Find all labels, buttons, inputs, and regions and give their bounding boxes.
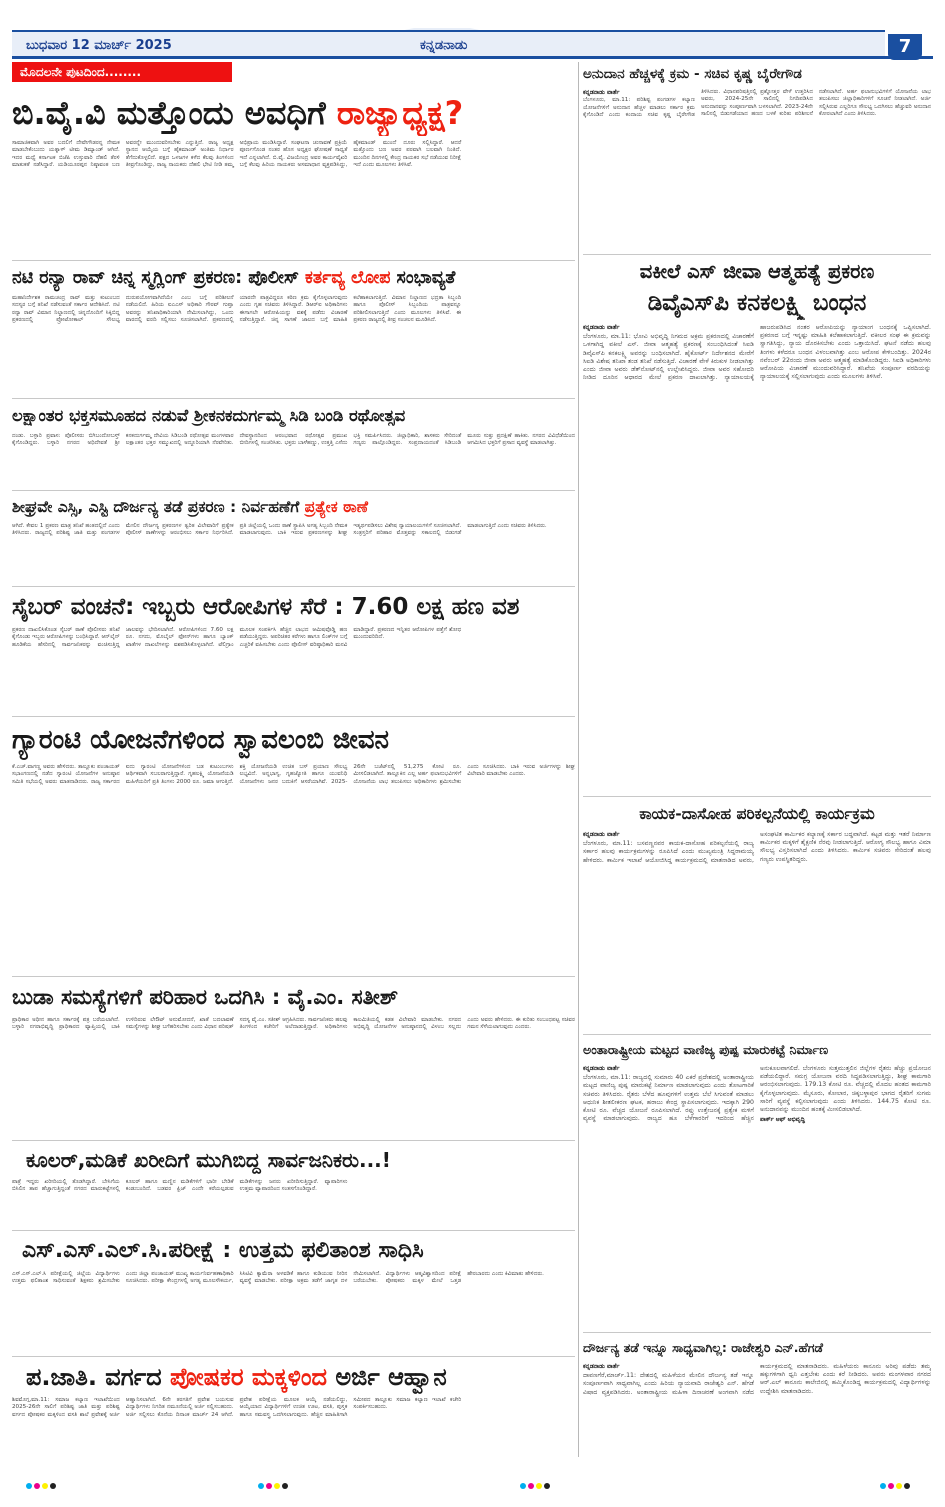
scst-story <box>12 494 575 584</box>
ranya-headline-end: ಸಂಭಾವ್ಯತೆ <box>396 268 456 288</box>
daurjanya-body <box>583 1363 931 1455</box>
buda-body: ಪ್ರಾಧಿಕಾರ ಅಧೀನ ಹಾಗೂ ಸರ್ಕಾರಕ್ಕೆ ಪತ್ರ ಬರೆಯಲಾಗಿದೆ. ಬಳ್ಳಾರಿ ನಗರಾಭಿವೃದ್ಧಿ ಪ್ರಾಧಿಕಾರದ ವ್ಯಾಪ್ತಿಯಲ್ಲಿ ಬಾಕಿ ಉಳಿದಿರುವ ಲೇಔಟ್ ಅನುಮೋದನೆ, ಖಾತೆ ಬದಲಾವಣೆ ಸಮಸ್ಯೆಗಳನ್ನು ಶೀಘ್ರ ಬಗೆಹರಿಸಬೇಕು ಎಂದು ವಿಧಾನ ಪರಿಷತ್ ಸದಸ್ಯ ವೈ.ಎಂ. ಸತೀಶ್ ಆಗ್ರಹಿಸಿದರು. ಸಾರ್ವಜನಿಕರು ಹಲವು ತಿಂಗಳಿಂದ ಕಚೇರಿಗೆ ಅಲೆದಾಡುತ್ತಿದ್ದಾರೆ. ಅಧಿಕಾರಿಗಳು ಕಾಲಮಿತಿಯಲ್ಲಿ ಕಡತ ವಿಲೇವಾರಿ ಮಾಡಬೇಕು. ನಗರದ ಅಭಿವೃದ್ಧಿ ಯೋಜನೆಗಳ ಅನುಷ್ಠಾನದಲ್ಲಿ ವಿಳಂಬ ಸಲ್ಲದು ಎಂದು ಅವರು ಹೇಳಿದರು. ಈ ಕುರಿತು ಸಂಬಂಧಪಟ್ಟ ಸಚಿವರ ಗಮನ ಸೆಳೆಯಲಾಗುವುದು ಎಂದರು. <box>12 1017 575 1031</box>
cyan-dot <box>520 1483 526 1489</box>
daurjanya-byline: ಕನ್ನಡನಾಡು ವಾರ್ತೆ <box>583 1363 620 1370</box>
scst-body: ಆಗಿದೆ. ಕೇವಲ 1 ಪ್ರಕರಣ ಮಾತ್ರ ತನಿಖೆ ಹಂತದಲ್ಲಿದೆ ಎಂದು ತಿಳಿಸಿದರು. ರಾಜ್ಯದಲ್ಲಿ ಪರಿಶಿಷ್ಟ ಜಾತಿ ಮತ್ತು ಪಂಗಡಗಳ ಮೇಲಿನ ದೌರ್ಜನ್ಯ ಪ್ರಕರಣಗಳ ತ್ವರಿತ ವಿಲೇವಾರಿಗೆ ಪ್ರತ್ಯೇಕ ಪೊಲೀಸ್ ಠಾಣೆಗಳನ್ನು ಆರಂಭಿಸಲು ಸರ್ಕಾರ ನಿರ್ಧರಿಸಿದೆ. ಪ್ರತಿ ಜಿಲ್ಲೆಯಲ್ಲಿ ಒಂದು ಠಾಣೆ ಸ್ಥಾಪಿಸಿ ಅಗತ್ಯ ಸಿಬ್ಬಂದಿ ನೇಮಕ ಮಾಡಲಾಗುವುದು. ಬಾಕಿ ಇರುವ ಪ್ರಕರಣಗಳನ್ನು ಶೀಘ್ರ ಇತ್ಯರ್ಥಪಡಿಸಲು ವಿಶೇಷ ನ್ಯಾಯಾಲಯಗಳಿಗೆ ಸೂಚಿಸಲಾಗಿದೆ. ಸಂತ್ರಸ್ತರಿಗೆ ಪರಿಹಾರ ಮೊತ್ತವನ್ನು ಸಕಾಲದಲ್ಲಿ ಬಿಡುಗಡೆ ಮಾಡಲಾಗುತ್ತಿದೆ ಎಂದು ಸಚಿವರು ತಿಳಿಸಿದರು. <box>12 523 547 537</box>
lead-headline-highlight: ರಾಜ್ಯಾಧ್ಯಕ್ಷ? <box>336 94 464 132</box>
lead-headline-main: ಬಿ.ವೈ.ವಿ ಮತ್ತೊಂದು ಅವಧಿಗೆ <box>12 94 326 132</box>
column-divider <box>578 62 579 1457</box>
scholarship-body: ಶಿವಮೊಗ್ಗ,ಮಾ.11: ಸಮಾಜ ಕಲ್ಯಾಣ ಇಲಾಖೆಯಿಂದ 2025-26ನೇ ಸಾಲಿಗೆ ಪರಿಶಿಷ್ಟ ಜಾತಿ ಮತ್ತು ಪರಿಶಿಷ್ಟ ವರ್ಗದ ಪೋಷಕರ ಮಕ್ಕಳಿಂದ ವಸತಿ ಶಾಲೆ ಪ್ರವೇಶಕ್ಕೆ ಅರ್ಜಿ ಆಹ್ವಾನಿಸಲಾಗಿದೆ. 6ನೇ ತರಗತಿಗೆ ಪ್ರವೇಶ ಬಯಸುವ ವಿದ್ಯಾರ್ಥಿಗಳು ನಿಗದಿತ ನಮೂನೆಯಲ್ಲಿ ಅರ್ಜಿ ಸಲ್ಲಿಸಬಹುದು. ಅರ್ಜಿ ಸಲ್ಲಿಸಲು ಕೊನೆಯ ದಿನಾಂಕ ಮಾರ್ಚ್ 24 ಆಗಿದೆ. ಪ್ರವೇಶ ಪರೀಕ್ಷೆಯ ಮೂಲಕ ಆಯ್ಕೆ ನಡೆಯಲಿದ್ದು, ಆಯ್ಕೆಯಾದ ವಿದ್ಯಾರ್ಥಿಗಳಿಗೆ ಉಚಿತ ಊಟ, ವಸತಿ, ಪುಸ್ತಕ ಹಾಗೂ ಸಮವಸ್ತ್ರ ಒದಗಿಸಲಾಗುವುದು. ಹೆಚ್ಚಿನ ಮಾಹಿತಿಗಾಗಿ ಸಮೀಪದ ತಾಲ್ಲೂಕು ಸಮಾಜ ಕಲ್ಯಾಣ ಇಲಾಖೆ ಕಚೇರಿ ಸಂಪರ್ಕಿಸಬಹುದು. <box>12 1397 462 1418</box>
scholarship-headline <box>12 1360 575 1394</box>
kayaka-text: ಬೆಂಗಳೂರು, ಮಾ.11: ಬಸವಣ್ಣನವರ ಕಾಯಕ-ದಾಸೋಹ ಪರಿಕಲ್ಪನೆಯಲ್ಲಿ ರಾಜ್ಯ ಸರ್ಕಾರ ಹಲವು ಕಾರ್ಯಕ್ರಮಗಳನ್ನು ರೂಪಿಸಿದೆ ಎಂದು ಮುಖ್ಯಮಂತ್ರಿ ಸಿದ್ದರಾಮಯ್ಯ ಹೇಳಿದರು. ಕಾರ್ಮಿಕ ಇಲಾಖೆ ಆಯೋಜಿಸಿದ್ದ ಕಾರ್ಯಕ್ರಮದಲ್ಲಿ ಮಾತನಾಡಿದ ಅವರು, ಅಸಂಘಟಿತ ಕಾರ್ಮಿಕರ ಕಲ್ಯಾಣಕ್ಕೆ ಸರ್ಕಾರ ಬದ್ಧವಾಗಿದೆ. ಕಟ್ಟಡ ಮತ್ತು ಇತರೆ ನಿರ್ಮಾಣ ಕಾರ್ಮಿಕರ ಮಕ್ಕಳಿಗೆ ಶೈಕ್ಷಣಿಕ ನೆರವು ನೀಡಲಾಗುತ್ತಿದೆ. ಆರೋಗ್ಯ ಸೌಲಭ್ಯ ಹಾಗೂ ವಿಮಾ ಸೌಲಭ್ಯ ವಿಸ್ತರಿಸಲಾಗಿದೆ ಎಂದು ತಿಳಿಸಿದರು. ಕಾರ್ಮಿಕ ಸಚಿವರು ಸೇರಿದಂತೆ ಹಲವು ಗಣ್ಯರು ಉಪಸ್ಥಿತರಿದ್ದರು. <box>583 831 931 864</box>
divider <box>583 1034 931 1035</box>
pushpa-byline: ಕನ್ನಡನಾಡು ವಾರ್ತೆ <box>583 1065 620 1072</box>
jeeva-headline-line1: ವಕೀಲೆ ಎಸ್ ಜೀವಾ ಆತ್ಮಹತ್ಯೆ ಪ್ರಕರಣ <box>639 260 875 283</box>
yellow-dot <box>274 1483 280 1489</box>
ranya-headline-highlight: ಕರ್ತವ್ಯ ಲೋಪ <box>305 268 391 288</box>
scholarship-headline-main: ಪ.ಜಾತಿ. ವರ್ಗದ <box>26 1363 162 1391</box>
left-column <box>12 62 575 1457</box>
kayaka-body <box>583 831 931 1027</box>
magenta-dot <box>528 1483 534 1489</box>
magenta-dot <box>34 1483 40 1489</box>
ratha-body: ದಂಡು. ಬಳ್ಳಾರಿ ಪ್ರವಾಸ: ಪೊಲೀಸರು ಬಿಗಿಬಂದೋಬಸ್ತ್ ಕೈಗೊಂಡಿದ್ದರು. ಬಳ್ಳಾರಿ ನಗರದ ಅಧಿದೇವತೆ ಶ್ರೀ ಕನಕದುರ್ಗಮ್ಮ ದೇವಿಯ ಸಿಡಿಬಂಡಿ ರಥೋತ್ಸವ ಮಂಗಳವಾರ ಲಕ್ಷಾಂತರ ಭಕ್ತರ ಸಮ್ಮುಖದಲ್ಲಿ ಅದ್ದೂರಿಯಾಗಿ ನೆರವೇರಿತು. ದೇವಸ್ಥಾನದಿಂದ ಆರಂಭವಾದ ರಥೋತ್ಸವ ಪ್ರಮುಖ ಬೀದಿಗಳಲ್ಲಿ ಸಂಚರಿಸಿತು. ಭಕ್ತರು ಬಾಳೆಹಣ್ಣು, ಉತ್ತತ್ತಿ ಎಸೆದು ಭಕ್ತಿ ಸಮರ್ಪಿಸಿದರು. ಜಿಲ್ಲಾಧಿಕಾರಿ, ಶಾಸಕರು ಸೇರಿದಂತೆ ಗಣ್ಯರು ಪಾಲ್ಗೊಂಡಿದ್ದರು. ಸಂಪ್ರದಾಯದಂತೆ ಸಿಡಿಬಂಡಿ ಮೂರು ಸುತ್ತು ಪ್ರದಕ್ಷಿಣೆ ಹಾಕಿತು. ನಗರದ ವಿವಿಧೆಡೆಯಿಂದ ಆಗಮಿಸಿದ ಭಕ್ತರಿಗೆ ಪ್ರಸಾದ ವ್ಯವಸ್ಥೆ ಮಾಡಲಾಗಿತ್ತು. <box>12 433 575 447</box>
anudana-text: ಬೆಂಗಳೂರು, ಮಾ.11: ಪರಿಶಿಷ್ಟ ಪಂಗಡಗಳ ಕಲ್ಯಾಣ ಯೋಜನೆಗಳಿಗೆ ಅನುದಾನ ಹೆಚ್ಚಳ ಮಾಡಲು ಸರ್ಕಾರ ಕ್ರಮ ಕೈಗೊಂಡಿದೆ ಎಂದು ಕಂದಾಯ ಸಚಿವ ಕೃಷ್ಣ ಬೈರೇಗೌಡ ತಿಳಿಸಿದರು. ವಿಧಾನಪರಿಷತ್ತಿನಲ್ಲಿ ಪ್ರಶ್ನೋತ್ತರ ವೇಳೆ ಉತ್ತರಿಸಿದ ಅವರು, 2024-25ನೇ ಸಾಲಿನಲ್ಲಿ ನಿಗದಿಪಡಿಸಿದ ಅನುದಾನವನ್ನು ಸಂಪೂರ್ಣವಾಗಿ ಬಳಸಲಾಗಿದೆ. 2023-24ನೇ ಸಾಲಿನಲ್ಲಿ ಬಿಡುಗಡೆಯಾದ ಹಣದ ಬಳಕೆ ಕುರಿತು ಪರಿಶೀಲನೆ ನಡೆಸಲಾಗಿದೆ. ಅರ್ಹ ಫಲಾನುಭವಿಗಳಿಗೆ ಯೋಜನೆಯ ಲಾಭ ತಲುಪಿಸಲು ಜಿಲ್ಲಾಧಿಕಾರಿಗಳಿಗೆ ಸೂಚನೆ ನೀಡಲಾಗಿದೆ. ಅರ್ಜಿ ಸಲ್ಲಿಸಿರುವ ಎಲ್ಲರಿಗೂ ಸೌಲಭ್ಯ ಒದಗಿಸಲು ಹೆಚ್ಚುವರಿ ಅನುದಾನ ಕೋರಲಾಗಿದೆ ಎಂದು ತಿಳಿಸಿದರು. <box>583 89 931 119</box>
yellow-dot <box>42 1483 48 1489</box>
cyber-body: ಪ್ರಕರಣ ದಾಖಲಿಸಿಕೊಂಡ ಸೈಬರ್ ಠಾಣೆ ಪೊಲೀಸರು ತನಿಖೆ ಕೈಗೊಂಡು ಇಬ್ಬರು ಆರೋಪಿಗಳನ್ನು ಬಂಧಿಸಿದ್ದಾರೆ. ಆನ್‌ಲೈನ್ ಹೂಡಿಕೆಯ ಹೆಸರಿನಲ್ಲಿ ಸಾರ್ವಜನಿಕರನ್ನು ವಂಚಿಸುತ್ತಿದ್ದ ಜಾಲವನ್ನು ಭೇದಿಸಲಾಗಿದೆ. ಆರೋಪಿಗಳಿಂದ 7.60 ಲಕ್ಷ ರೂ. ನಗದು, ಮೊಬೈಲ್ ಫೋನ್‌ಗಳು ಹಾಗೂ ಬ್ಯಾಂಕ್ ಖಾತೆಗಳ ದಾಖಲೆಗಳನ್ನು ವಶಪಡಿಸಿಕೊಳ್ಳಲಾಗಿದೆ. ಟೆಲಿಗ್ರಾಂ ಮೂಲಕ ಸಂಪರ್ಕಿಸಿ ಹೆಚ್ಚಿನ ಲಾಭದ ಆಮಿಷವೊಡ್ಡಿ ಹಣ ಪಡೆಯುತ್ತಿದ್ದರು. ಅಪರಿಚಿತರ ಕರೆಗಳು ಹಾಗೂ ಲಿಂಕ್‌ಗಳ ಬಗ್ಗೆ ಎಚ್ಚರಿಕೆ ವಹಿಸಬೇಕು ಎಂದು ಪೊಲೀಸ್ ವರಿಷ್ಠಾಧಿಕಾರಿ ಮನವಿ ಮಾಡಿದ್ದಾರೆ. ಪ್ರಕರಣದ ಇನ್ನಿತರ ಆರೋಪಿಗಳ ಪತ್ತೆಗೆ ಶೋಧ ಮುಂದುವರಿದಿದೆ. <box>12 627 462 648</box>
page-number: 7 <box>888 34 922 60</box>
ranya-body: ಮಹಾನಿರ್ದೇಶಕ ರಾಮಚಂದ್ರ ರಾವ್ ಮತ್ತು ಕುಟುಂಬದ ಸದಸ್ಯರ ಬಗ್ಗೆ ತನಿಖೆ ನಡೆಸುವಂತೆ ಸರ್ಕಾರ ಆದೇಶಿಸಿದೆ. ನಟಿ ರನ್ಯಾ ರಾವ್ ವಿಮಾನ ನಿಲ್ದಾಣದಲ್ಲಿ ಚಿನ್ನದೊಂದಿಗೆ ಸಿಕ್ಕಿಬಿದ್ದ ಪ್ರಕರಣದಲ್ಲಿ ಪ್ರೋಟೋಕಾಲ್ ಸೌಲಭ್ಯ ದುರುಪಯೋಗವಾಗಿದೆಯೇ ಎಂಬ ಬಗ್ಗೆ ಪರಿಶೀಲನೆ ನಡೆಯಲಿದೆ. ಹಿರಿಯ ಐಎಎಸ್ ಅಧಿಕಾರಿ ಗೌರವ್ ಗುಪ್ತಾ ಅವರನ್ನು ತನಿಖಾಧಿಕಾರಿಯಾಗಿ ನೇಮಿಸಲಾಗಿದ್ದು, ಒಂದು ವಾರದಲ್ಲಿ ವರದಿ ಸಲ್ಲಿಸಲು ಸೂಚಿಸಲಾಗಿದೆ. ಪ್ರಕರಣದಲ್ಲಿ ಯಾರದೇ ಪಾತ್ರವಿದ್ದರೂ ಕಠಿಣ ಕ್ರಮ ಕೈಗೊಳ್ಳಲಾಗುವುದು ಎಂದು ಗೃಹ ಸಚಿವರು ತಿಳಿಸಿದ್ದಾರೆ. ಡಿಆರ್‌ಐ ಅಧಿಕಾರಿಗಳು ಈಗಾಗಲೇ ಆರೋಪಿಯನ್ನು ವಶಕ್ಕೆ ಪಡೆದು ವಿಚಾರಣೆ ನಡೆಸುತ್ತಿದ್ದಾರೆ. ಚಿನ್ನ ಸಾಗಣೆ ಜಾಲದ ಬಗ್ಗೆ ಮಾಹಿತಿ ಕಲೆಹಾಕಲಾಗುತ್ತಿದೆ. ವಿಮಾನ ನಿಲ್ದಾಣದ ಭದ್ರತಾ ಸಿಬ್ಬಂದಿ ಹಾಗೂ ಪೊಲೀಸ್ ಸಿಬ್ಬಂದಿಯ ಪಾತ್ರವನ್ನೂ ಪರಿಶೀಲಿಸಲಾಗುತ್ತಿದೆ ಎಂದು ಮೂಲಗಳು ತಿಳಿಸಿವೆ. ಈ ಪ್ರಕರಣ ರಾಜ್ಯದಲ್ಲಿ ತೀವ್ರ ಸಂಚಲನ ಮೂಡಿಸಿದೆ. <box>12 295 462 324</box>
guarantee-headline: ಗ್ಯಾರಂಟಿ ಯೋಜನೆಗಳಿಂದ ಸ್ವಾವಲಂಬಿ ಜೀವನ <box>12 725 389 755</box>
cyber-story <box>12 590 575 714</box>
divider <box>12 1356 575 1357</box>
yellow-dot <box>536 1483 542 1489</box>
divider <box>583 1332 931 1333</box>
cyan-dot <box>258 1483 264 1489</box>
lead-story <box>12 62 575 258</box>
divider <box>583 796 931 797</box>
daurjanya-story <box>583 1336 931 1457</box>
divider <box>12 976 575 977</box>
anudana-body <box>583 89 931 249</box>
issue-date: ಬುಧವಾರ 12 ಮಾರ್ಚ್ 2025 <box>26 38 172 53</box>
jeeva-text: ಬೆಂಗಳೂರು, ಮಾ.11: ಭೋವಿ ಅಭಿವೃದ್ಧಿ ನಿಗಮದ ಅಕ್ರಮ ಪ್ರಕರಣದಲ್ಲಿ ವಿಚಾರಣೆಗೆ ಒಳಗಾಗಿದ್ದ ವಕೀಲೆ ಎಸ್. ಜೀವಾ ಆತ್ಮಹತ್ಯೆ ಪ್ರಕರಣಕ್ಕೆ ಸಂಬಂಧಿಸಿದಂತೆ ಸಿಐಡಿ ಡಿವೈಎಸ್‌ಪಿ ಕನಕಲಕ್ಷ್ಮಿ ಅವರನ್ನು ಬಂಧಿಸಲಾಗಿದೆ. ಹೈಕೋರ್ಟ್ ನಿರ್ದೇಶನದ ಮೇರೆಗೆ ಸಿಐಡಿ ವಿಶೇಷ ತನಿಖಾ ತಂಡ ತನಿಖೆ ನಡೆಸುತ್ತಿದೆ. ವಿಚಾರಣೆ ವೇಳೆ ಕಿರುಕುಳ ನೀಡಲಾಗಿತ್ತು ಎಂದು ಜೀವಾ ಅವರು ಡೆತ್‌ನೋಟ್‌ನಲ್ಲಿ ಉಲ್ಲೇಖಿಸಿದ್ದರು. ಜೀವಾ ಅವರ ಸಹೋದರಿ ನೀಡಿದ ದೂರಿನ ಆಧಾರದ ಮೇಲೆ ಪ್ರಕರಣ ದಾಖಲಾಗಿತ್ತು. ನ್ಯಾಯಾಲಯಕ್ಕೆ ಹಾಜರುಪಡಿಸಿದ ನಂತರ ಆರೋಪಿಯನ್ನು ನ್ಯಾಯಾಂಗ ಬಂಧನಕ್ಕೆ ಒಪ್ಪಿಸಲಾಗಿದೆ. ಪ್ರಕರಣದ ಬಗ್ಗೆ ಇನ್ನಷ್ಟು ಮಾಹಿತಿ ಕಲೆಹಾಕಲಾಗುತ್ತಿದೆ. ವಕೀಲರ ಸಂಘ ಈ ಕ್ರಮವನ್ನು ಸ್ವಾಗತಿಸಿದ್ದು, ನ್ಯಾಯ ದೊರಕಿಸಬೇಕು ಎಂದು ಒತ್ತಾಯಿಸಿದೆ. ಘಟನೆ ನಡೆದು ಹಲವು ತಿಂಗಳು ಕಳೆದರೂ ಬಂಧನ ವಿಳಂಬವಾಗಿತ್ತು ಎಂಬ ಆರೋಪ ಕೇಳಿಬಂದಿತ್ತು. 2024ರ ನವೆಂಬರ್ 22ರಂದು ಜೀವಾ ಅವರು ಆತ್ಮಹತ್ಯೆ ಮಾಡಿಕೊಂಡಿದ್ದರು. ಸಿಐಡಿ ಅಧಿಕಾರಿಗಳು ಆರೋಪಿಯ ವಿಚಾರಣೆ ಮುಂದುವರಿಸಿದ್ದಾರೆ. ತನಿಖೆಯ ಸಂಪೂರ್ಣ ವರದಿಯನ್ನು ನ್ಯಾಯಾಲಯಕ್ಕೆ ಸಲ್ಲಿಸಲಾಗುವುದು ಎಂದು ಮೂಲಗಳು ತಿಳಿಸಿವೆ. <box>583 324 931 382</box>
daurjanya-headline: ದೌರ್ಜನ್ಯ ತಡೆ ಇನ್ನೂ ಸಾಧ್ಯವಾಗಿಲ್ಲ: ರಾಜೇಶ್ವರಿ ಎನ್.ಹೆಗಡೆ <box>583 1340 823 1355</box>
kayaka-byline: ಕನ್ನಡನಾಡು ವಾರ್ತೆ <box>583 831 620 838</box>
black-dot <box>282 1483 288 1489</box>
kayaka-headline: ಕಾಯಕ-ದಾಸೋಹ ಪರಿಕಲ್ಪನೆಯಲ್ಲಿ ಕಾರ್ಯಕ್ರಮ <box>639 805 875 823</box>
scst-headline <box>12 494 575 520</box>
cooler-story <box>12 1144 575 1228</box>
lead-body: ಸಾಮಾಜಿಕವಾಗಿ ಅವರ ಬದಲಿಗೆ ದೇವೇಗೌಡರನ್ನ ನೇಮಕ ಮಾಡಬೇಕೆಂಬುದು ಯತ್ನಾಳ್ ಟೀಮ ಡಿಮ್ಯಾಂಡ್ ಆಗಿದೆ. ಇದರ ಮಧ್ಯೆ ಕರ್ನಾಟಕ ಬಿಜೆಪಿ ಉಸ್ತುವಾರಿ ದೆಹಲಿ ತೆರಳಿ ಮಾತುಕತೆ ನಡೆಸಿದ್ದಾರೆ. ಯಡಿಯೂರಪ್ಪನ ನಿಷ್ಠಾವಂತ ಬಣ ಅವರನ್ನೇ ಮುಂದುವರಿಸಬೇಕು ಎನ್ನುತ್ತಿದೆ. ರಾಜ್ಯ ಅಧ್ಯಕ್ಷ ಸ್ಥಾನದ ಆಯ್ಕೆಯ ಬಗ್ಗೆ ಹೈಕಮಾಂಡ್ ಅಂತಿಮ ನಿರ್ಧಾರ ತೆಗೆದುಕೊಳ್ಳಲಿದೆ. ಪಕ್ಷದ ಒಳಜಗಳ ಕಳೆದ ಕೆಲವು ತಿಂಗಳಿಂದ ತೀವ್ರಗೊಂಡಿದ್ದು, ರಾಜ್ಯ ನಾಯಕರು ದೆಹಲಿ ಭೇಟಿ ನೀಡಿ ತಮ್ಮ ಅಭಿಪ್ರಾಯ ಮಂಡಿಸಿದ್ದಾರೆ. ಸಂಘಟನಾ ಚುನಾವಣೆ ಪ್ರಕ್ರಿಯೆ ಪೂರ್ಣಗೊಂಡ ನಂತರ ಹೊಸ ಅಧ್ಯಕ್ಷರ ಘೋಷಣೆ ಸಾಧ್ಯತೆ ಇದೆ ಎನ್ನಲಾಗಿದೆ. ಬಿ.ವೈ. ವಿಜಯೇಂದ್ರ ಅವರ ಕಾರ್ಯವೈಖರಿ ಬಗ್ಗೆ ಕೆಲವು ಹಿರಿಯ ನಾಯಕರು ಅಸಮಾಧಾನ ವ್ಯಕ್ತಪಡಿಸಿದ್ದು, ಹೈಕಮಾಂಡ್ ಮುಂದೆ ದೂರು ಸಲ್ಲಿಸಿದ್ದಾರೆ. ಆದರೆ ಮತ್ತೊಂದು ಬಣ ಅವರ ಪರವಾಗಿ ಬಲವಾಗಿ ನಿಂತಿದೆ. ಮುಂದಿನ ದಿನಗಳಲ್ಲಿ ಕೇಂದ್ರ ನಾಯಕರ ಸಭೆ ನಡೆಯುವ ನಿರೀಕ್ಷೆ ಇದೆ ಎಂದು ಮೂಲಗಳು ತಿಳಿಸಿವೆ. <box>12 140 462 169</box>
sslc-story <box>12 1234 575 1354</box>
divider <box>12 398 575 399</box>
jeeva-story <box>583 258 931 794</box>
cyber-headline: ಸೈಬರ್ ವಂಚನೆ: ಇಬ್ಬರು ಆರೋಪಿಗಳ ಸೆರೆ : 7.60 ಲಕ್ಷ ಹಣ ವಶ <box>12 594 520 620</box>
divider <box>12 716 575 717</box>
divider <box>583 254 931 255</box>
buda-story <box>12 980 575 1138</box>
lead-headline <box>12 90 575 136</box>
ratha-headline: ಲಕ್ಷಾಂತರ ಭಕ್ತಸಮೂಹದ ನಡುವೆ ಶ್ರೀಕನಕದುರ್ಗಮ್ಮ ಸಿಡಿ ಬಂಡಿ ರಥೋತ್ಸವ <box>12 406 406 425</box>
scholarship-story <box>12 1360 575 1457</box>
jeeva-byline: ಕನ್ನಡನಾಡು ವಾರ್ತೆ <box>583 324 620 331</box>
pushpa-body <box>583 1065 931 1327</box>
magenta-dot <box>266 1483 272 1489</box>
divider <box>12 490 575 491</box>
cyan-dot <box>880 1483 886 1489</box>
sslc-headline: ಎಸ್.ಎಸ್.ಎಲ್.ಸಿ.ಪರೀಕ್ಷೆ : ಉತ್ತಮ ಫಲಿತಾಂಶ ಸಾಧಿಸಿ <box>22 1238 424 1263</box>
lead-kicker: ಮೊದಲನೇ ಪುಟದಿಂದ........ <box>12 62 232 82</box>
jeeva-body <box>583 324 931 792</box>
cyan-dot <box>26 1483 32 1489</box>
pushpa-headline: ಅಂತಾರಾಷ್ಟ್ರೀಯ ಮಟ್ಟದ ವಾಣಿಜ್ಯ ಪುಷ್ಪ ಮಾರುಕಟ್ಟೆ ನಿರ್ಮಾಣ <box>583 1042 829 1057</box>
daurjanya-text: ದಾವಣಗೆರೆ,ಮಾರ್ಚ್.11: ದೇಶದಲ್ಲಿ ಮಹಿಳೆಯರ ಮೇಲಿನ ದೌರ್ಜನ್ಯ ತಡೆ ಇನ್ನೂ ಸಂಪೂರ್ಣವಾಗಿ ಸಾಧ್ಯವಾಗಿಲ್ಲ ಎಂದು ಹಿರಿಯ ನ್ಯಾಯವಾದಿ ರಾಜೇಶ್ವರಿ ಎನ್. ಹೆಗಡೆ ವಿಷಾದ ವ್ಯಕ್ತಪಡಿಸಿದರು. ಅಂತಾರಾಷ್ಟ್ರೀಯ ಮಹಿಳಾ ದಿನಾಚರಣೆ ಅಂಗವಾಗಿ ನಡೆದ ಕಾರ್ಯಕ್ರಮದಲ್ಲಿ ಮಾತನಾಡಿದರು. ಮಹಿಳೆಯರು ಕಾನೂನು ಅರಿವು ಪಡೆದು ತಮ್ಮ ಹಕ್ಕುಗಳಿಗಾಗಿ ಧ್ವನಿ ಎತ್ತಬೇಕು ಎಂದು ಕರೆ ನೀಡಿದರು. ಅವರು ಮಂಗಳವಾರ ನಗರದ ಆರ್.ಎಲ್ ಕಾನೂನು ಕಾಲೇಜಿನಲ್ಲಿ ಹಮ್ಮಿಕೊಂಡಿದ್ದ ಕಾರ್ಯಕ್ರಮದಲ್ಲಿ ವಿದ್ಯಾರ್ಥಿಗಳನ್ನು ಉದ್ದೇಶಿಸಿ ಮಾತನಾಡಿದರು. <box>583 1363 931 1396</box>
scholarship-headline-highlight: ಪೋಷಕರ ಮಕ್ಕಳಿಂದ <box>169 1363 327 1391</box>
right-column <box>583 62 931 1457</box>
ranya-story <box>12 264 575 396</box>
black-dot <box>904 1483 910 1489</box>
buda-headline: ಬುಡಾ ಸಮಸ್ಯೆಗಳಿಗೆ ಪರಿಹಾರ ಒದಗಿಸಿ : ವೈ.ಎಂ. ಸತೀಶ್ <box>12 985 399 1009</box>
black-dot <box>544 1483 550 1489</box>
guarantee-story <box>12 720 575 974</box>
magenta-dot <box>888 1483 894 1489</box>
paper-name: ಕನ್ನಡನಾಡು <box>420 38 468 53</box>
black-dot <box>50 1483 56 1489</box>
divider <box>12 260 575 261</box>
divider <box>12 586 575 587</box>
sslc-body: ಎಸ್.ಎಸ್.ಎಲ್.ಸಿ ಪರೀಕ್ಷೆಯಲ್ಲಿ ಜಿಲ್ಲೆಯ ವಿದ್ಯಾರ್ಥಿಗಳು ಉತ್ತಮ ಫಲಿತಾಂಶ ಸಾಧಿಸುವಂತೆ ಶಿಕ್ಷಕರು ಶ್ರಮಿಸಬೇಕು ಎಂದು ಜಿಲ್ಲಾ ಪಂಚಾಯತ್ ಮುಖ್ಯ ಕಾರ್ಯನಿರ್ವಹಣಾಧಿಕಾರಿ ಸೂಚಿಸಿದರು. ಪರೀಕ್ಷಾ ಕೇಂದ್ರಗಳಲ್ಲಿ ಅಗತ್ಯ ಮೂಲಸೌಕರ್ಯ, ಸಿಸಿಟಿವಿ ಕ್ಯಾಮೆರಾ ಅಳವಡಿಕೆ ಹಾಗೂ ಕುಡಿಯುವ ನೀರಿನ ವ್ಯವಸ್ಥೆ ಮಾಡಬೇಕು. ಪರೀಕ್ಷಾ ಅಕ್ರಮ ತಡೆಗೆ ಜಾಗೃತ ದಳ ನೇಮಿಸಲಾಗಿದೆ. ವಿದ್ಯಾರ್ಥಿಗಳು ಆತ್ಮವಿಶ್ವಾಸದಿಂದ ಪರೀಕ್ಷೆ ಬರೆಯಬೇಕು. ಪೋಷಕರು ಮಕ್ಕಳ ಮೇಲೆ ಒತ್ತಡ ಹೇರಬಾರದು ಎಂದು ಕಿವಿಮಾತು ಹೇಳಿದರು. <box>12 1271 544 1285</box>
cooler-headline: ಕೂಲರ್,ಮಡಿಕೆ ಖರೀದಿಗೆ ಮುಗಿಬಿದ್ದ ಸಾರ್ವಜನಿಕರು...! <box>26 1148 391 1172</box>
divider <box>12 1140 575 1141</box>
anudana-headline: ಅನುದಾನ ಹೆಚ್ಚಳಕ್ಕೆ ಕ್ರಮ - ಸಚಿವ ಕೃಷ್ಣ ಬೈರೇಗೌಡ <box>583 66 802 82</box>
pushpa-subhead: ಪಾರ್ಕ್ ಆಫ್ ಅಭಿವೃದ್ಧಿ <box>760 1116 805 1124</box>
scholarship-headline-end: ಅರ್ಜಿ ಆಹ್ವಾನ <box>335 1363 447 1391</box>
yellow-dot <box>896 1483 902 1489</box>
guarantee-body: ಕೆ.ಎಚ್.ವಾಗಣ್ಣ ಅವರು ಹೇಳಿದರು. ತಾಲ್ಲೂಕು ಪಂಚಾಯತ್ ಸಭಾಂಗಣದಲ್ಲಿ ನಡೆದ ಗ್ಯಾರಂಟಿ ಯೋಜನೆಗಳ ಅನುಷ್ಠಾನ ಸಮಿತಿ ಸಭೆಯಲ್ಲಿ ಅವರು ಮಾತನಾಡಿದರು. ರಾಜ್ಯ ಸರ್ಕಾರದ ಐದು ಗ್ಯಾರಂಟಿ ಯೋಜನೆಗಳಿಂದ ಬಡ ಕುಟುಂಬಗಳು ಆರ್ಥಿಕವಾಗಿ ಸಬಲರಾಗುತ್ತಿದ್ದಾರೆ. ಗೃಹಲಕ್ಷ್ಮಿ ಯೋಜನೆಯಡಿ ಮಹಿಳೆಯರಿಗೆ ಪ್ರತಿ ತಿಂಗಳು 2000 ರೂ. ಜಮಾ ಆಗುತ್ತಿದೆ. ಶಕ್ತಿ ಯೋಜನೆಯಡಿ ಉಚಿತ ಬಸ್ ಪ್ರಯಾಣ ಸೌಲಭ್ಯ ಲಭ್ಯವಿದೆ. ಅನ್ನಭಾಗ್ಯ, ಗೃಹಜ್ಯೋತಿ ಹಾಗೂ ಯುವನಿಧಿ ಯೋಜನೆಗಳು ಜನರ ಬದುಕಿಗೆ ಆಸರೆಯಾಗಿವೆ. 2025-26ನೇ ಬಜೆಟ್‌ನಲ್ಲಿ 51,275 ಕೋಟಿ ರೂ. ಮೀಸಲಿಡಲಾಗಿದೆ. ತಾಲ್ಲೂಕಿನ ಎಲ್ಲ ಅರ್ಹ ಫಲಾನುಭವಿಗಳಿಗೆ ಯೋಜನೆಯ ಲಾಭ ತಲುಪಿಸಲು ಅಧಿಕಾರಿಗಳು ಶ್ರಮಿಸಬೇಕು ಎಂದು ಸೂಚಿಸಿದರು. ಬಾಕಿ ಇರುವ ಅರ್ಜಿಗಳನ್ನು ಶೀಘ್ರ ವಿಲೇವಾರಿ ಮಾಡಬೇಕು ಎಂದರು. <box>12 764 575 785</box>
ratha-story <box>12 402 575 488</box>
registration-marks <box>0 1480 945 1494</box>
kayaka-story <box>583 800 931 1032</box>
scst-headline-highlight: ಪ್ರತ್ಯೇಕ ಠಾಣೆ <box>304 498 369 516</box>
pushpa-text: ಬೆಂಗಳೂರು, ಮಾ.11: ರಾಜ್ಯದಲ್ಲಿ ಸುಮಾರು 40 ಎಕರೆ ಪ್ರದೇಶದಲ್ಲಿ ಅಂತಾರಾಷ್ಟ್ರೀಯ ಮಟ್ಟದ ವಾಣಿಜ್ಯ ಪುಷ್ಪ ಮಾರುಕಟ್ಟೆ ನಿರ್ಮಾಣ ಮಾಡಲಾಗುವುದು ಎಂದು ತೋಟಗಾರಿಕೆ ಸಚಿವರು ತಿಳಿಸಿದರು. ರೈತರು ಬೆಳೆದ ಹೂವುಗಳಿಗೆ ಉತ್ತಮ ಬೆಲೆ ಸಿಗುವಂತೆ ಮಾಡಲು ಆಧುನಿಕ ಶೀತಲೀಕರಣ ಘಟಕ, ಹರಾಜು ಕೇಂದ್ರ ಸ್ಥಾಪಿಸಲಾಗುವುದು. ಇದಕ್ಕಾಗಿ 290 ಕೋಟಿ ರೂ. ವೆಚ್ಚದ ಯೋಜನೆ ರೂಪಿಸಲಾಗಿದೆ. ರಫ್ತು ಉತ್ತೇಜನಕ್ಕೆ ಪ್ರತ್ಯೇಕ ಮಳಿಗೆ ವ್ಯವಸ್ಥೆ ಮಾಡಲಾಗುವುದು. ರಾಜ್ಯದ ಹೂ ಬೆಳೆಗಾರರಿಗೆ ಇದರಿಂದ ಹೆಚ್ಚಿನ ಅನುಕೂಲವಾಗಲಿದೆ. ಬೆಂಗಳೂರು ಸುತ್ತಮುತ್ತಲಿನ ಜಿಲ್ಲೆಗಳ ರೈತರು ಹೆಚ್ಚು ಪ್ರಯೋಜನ ಪಡೆಯಲಿದ್ದಾರೆ. ಸಮಗ್ರ ಯೋಜನಾ ವರದಿ ಸಿದ್ಧಪಡಿಸಲಾಗುತ್ತಿದ್ದು, ಶೀಘ್ರ ಕಾಮಗಾರಿ ಆರಂಭಿಸಲಾಗುವುದು. 179.13 ಕೋಟಿ ರೂ. ವೆಚ್ಚದಲ್ಲಿ ಮೊದಲ ಹಂತದ ಕಾಮಗಾರಿ ಕೈಗೊಳ್ಳಲಾಗುವುದು. ಮೈಸೂರು, ಕೋಲಾರ, ಚಿಕ್ಕಬಳ್ಳಾಪುರ ಭಾಗದ ರೈತರಿಗೆ ಸುಗಮ ಸಾರಿಗೆ ವ್ಯವಸ್ಥೆ ಕಲ್ಪಿಸಲಾಗುವುದು ಎಂದು ತಿಳಿಸಿದರು. 144.75 ಕೋಟಿ ರೂ. ಅನುದಾನವನ್ನು ಮುಂದಿನ ಹಂತಕ್ಕೆ ಮೀಸಲಿಡಲಾಗಿದೆ. <box>583 1065 931 1123</box>
anudana-byline: ಕನ್ನಡನಾಡು ವಾರ್ತೆ <box>583 89 620 96</box>
pushpa-story <box>583 1038 931 1330</box>
divider <box>12 1230 575 1231</box>
ranya-headline-main: ನಟಿ ರನ್ಯಾ ರಾವ್ ಚಿನ್ನ ಸ್ಮಗ್ಲಿಂಗ್ ಪ್ರಕರಣ: ಪೊಲೀಸ್ <box>12 268 299 288</box>
scst-headline-main: ಶೀಘ್ರವೇ ಎಸ್ಸಿ, ಎಸ್ಟಿ ದೌರ್ಜನ್ಯ ತಡೆ ಪ್ರಕರಣ : ನಿರ್ವಹಣೆಗೆ <box>12 498 300 516</box>
masthead-rule <box>12 56 933 59</box>
jeeva-headline-line2: ಡಿವೈಎಸ್‌ಪಿ ಕನಕಲಕ್ಷ್ಮಿ ಬಂಧನ <box>647 290 867 316</box>
cooler-body: ಪಾತ್ರೆ ಇದ್ದರು ಖರೀದಿಯಲ್ಲಿ ತೊಡಗಿದ್ದಾರೆ. ಬೇಸಿಗೆಯ ಬಿಸಿಲಿನ ತಾಪ ಹೆಚ್ಚಾಗುತ್ತಿದ್ದಂತೆ ನಗರದ ಮಾರುಕಟ್ಟೆಗಳಲ್ಲಿ ಕೂಲರ್ ಹಾಗೂ ಮಣ್ಣಿನ ಮಡಿಕೆಗಳಿಗೆ ಭಾರೀ ಬೇಡಿಕೆ ಕಂಡುಬಂದಿದೆ. ಬಡವರ ಫ್ರಿಜ್ ಎಂದೇ ಕರೆಯಲ್ಪಡುವ ಮಡಿಕೆಗಳನ್ನು ಜನರು ಖರೀದಿಸುತ್ತಿದ್ದಾರೆ. ವ್ಯಾಪಾರಿಗಳು ಉತ್ತಮ ವ್ಯಾಪಾರದಿಂದ ಸಂತಸಗೊಂಡಿದ್ದಾರೆ. <box>12 1179 348 1193</box>
ranya-headline <box>12 264 575 292</box>
anudana-story <box>583 62 931 252</box>
